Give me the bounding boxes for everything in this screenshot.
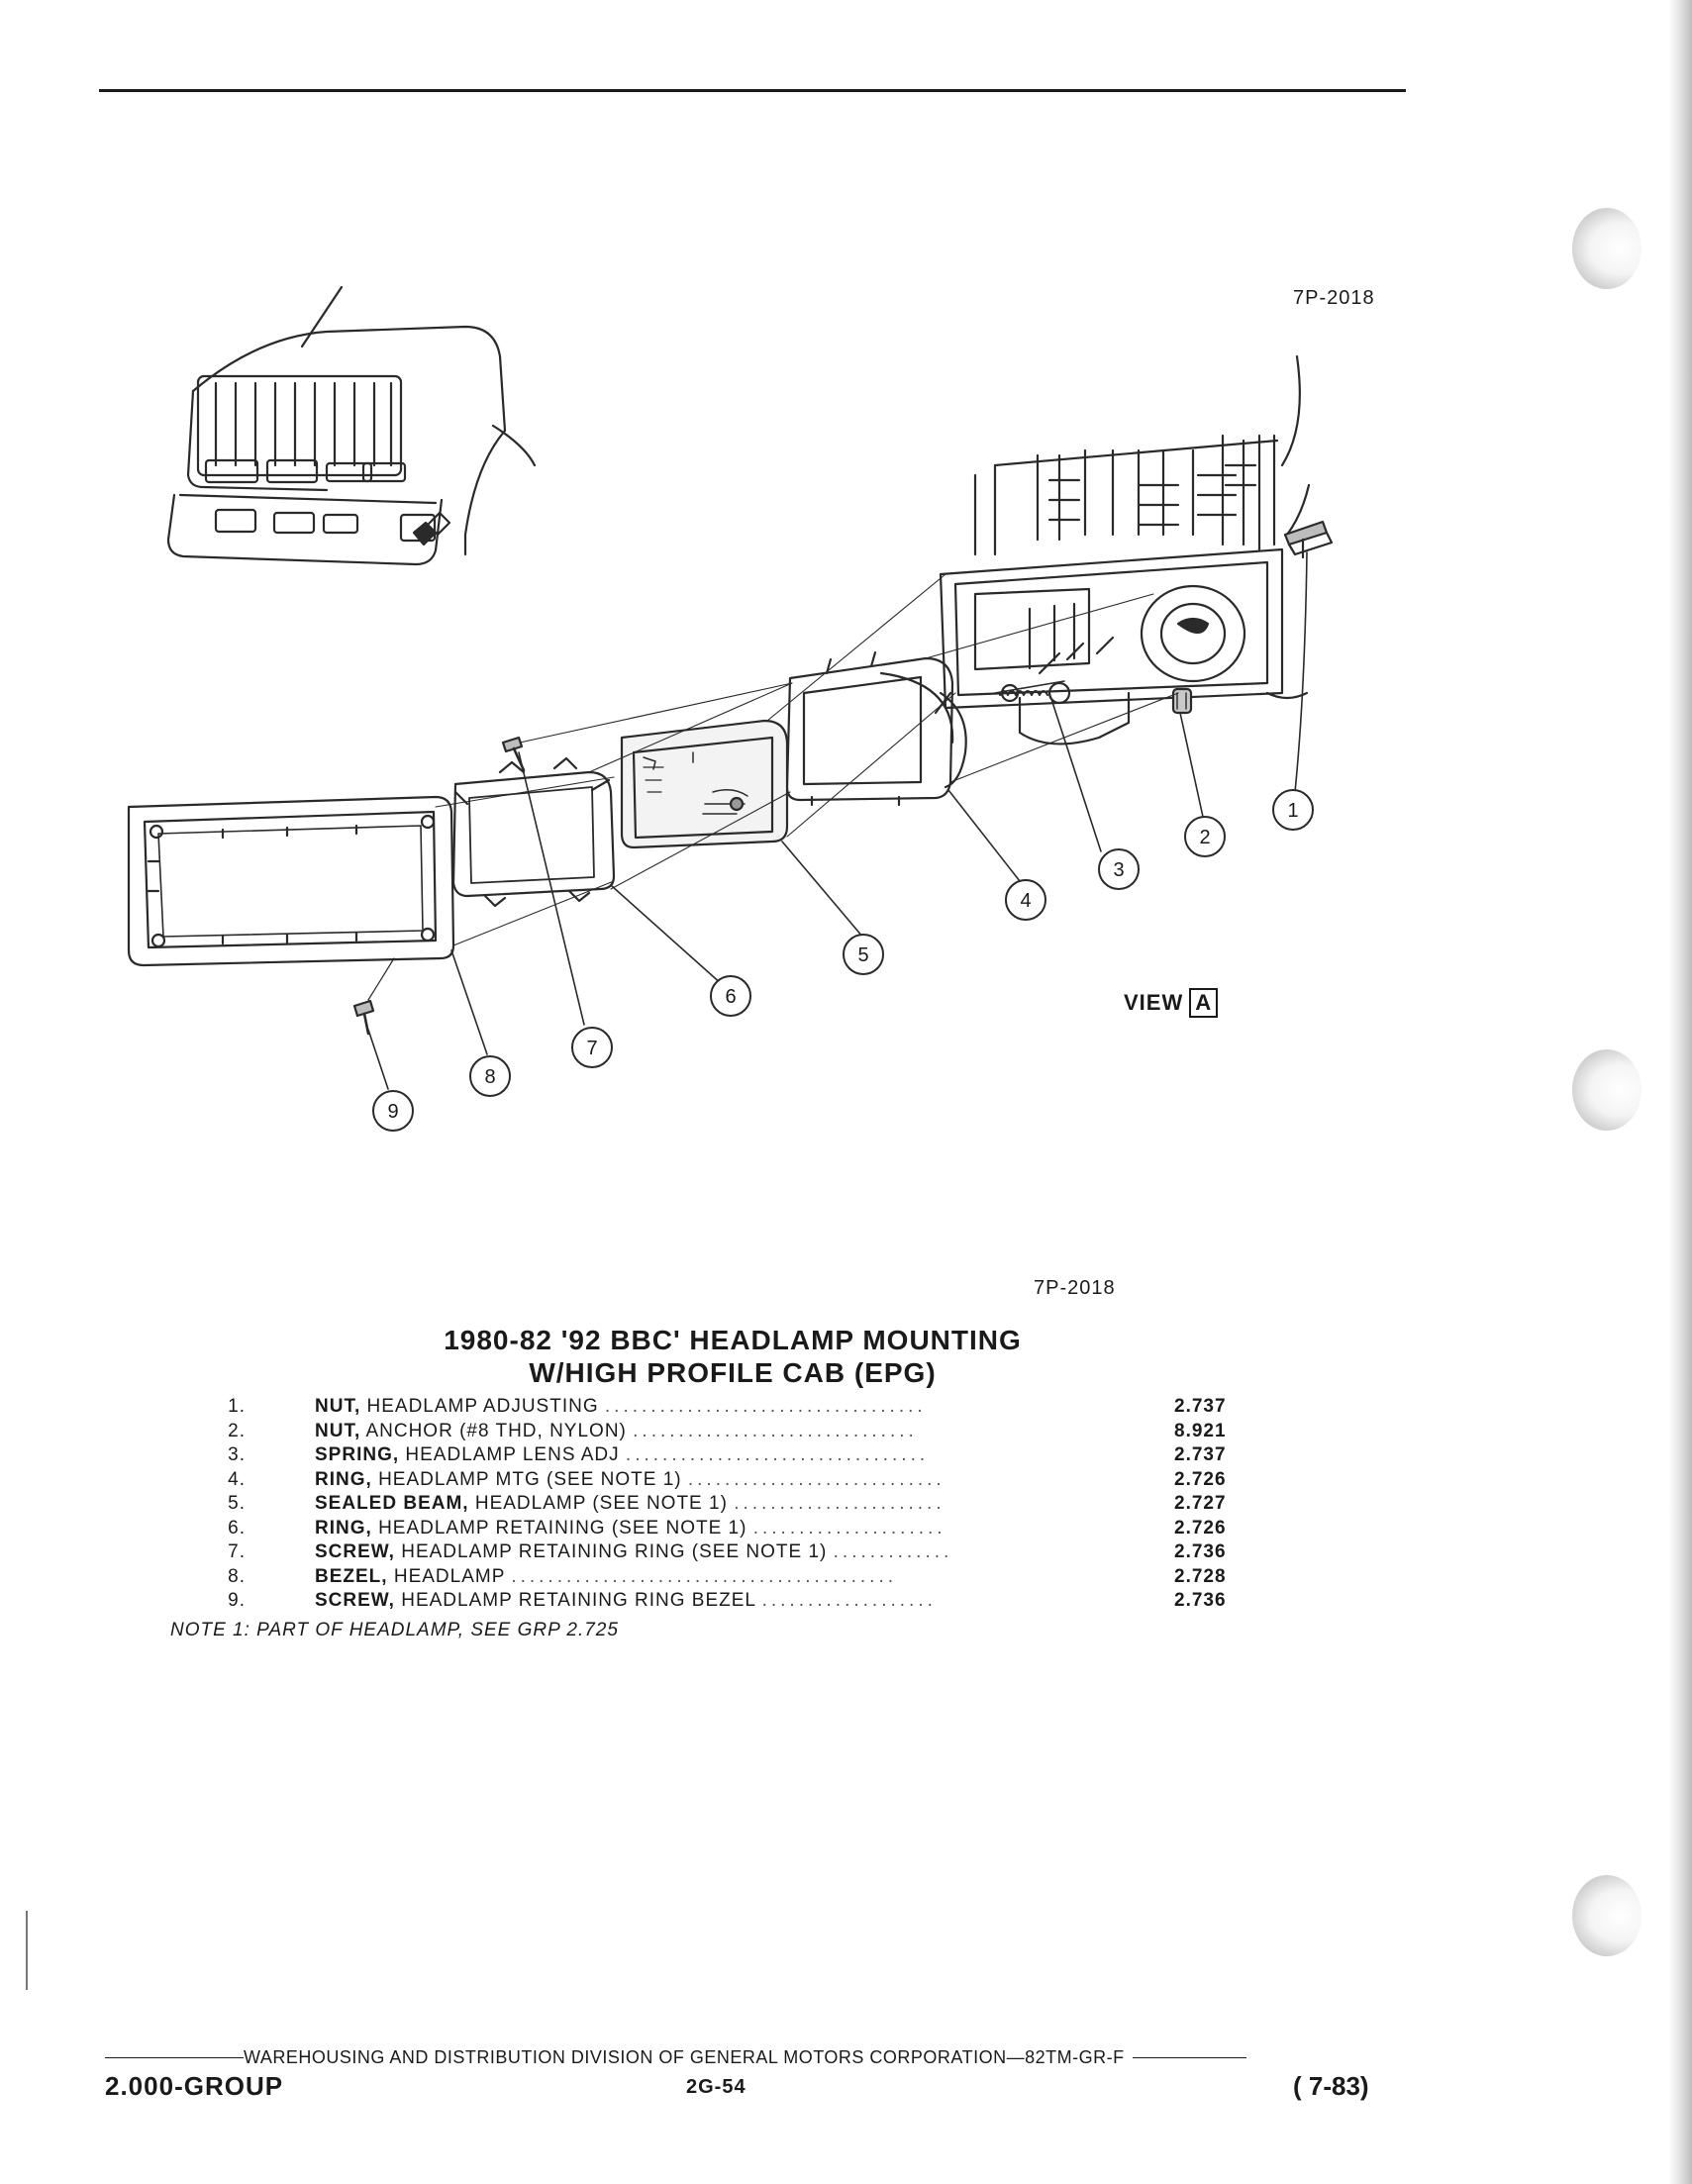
part-name: SCREW, (315, 1541, 395, 1562)
leader-dots: ............................ (687, 1468, 946, 1490)
figure-title-line-2: W/HIGH PROFILE CAB (EPG) (529, 1357, 937, 1388)
part-number: 6. (228, 1517, 246, 1539)
parts-list-row (168, 1493, 1247, 1518)
callout-number: 2 (1199, 827, 1211, 848)
part-detail: HEADLAMP RETAINING (SEE NOTE 1) (378, 1517, 747, 1539)
retaining-ring-part-6 (453, 758, 614, 906)
part-group-ref: 2.727 (1174, 1493, 1227, 1514)
leader-dots: ................... (761, 1590, 937, 1611)
sealed-beam-part-5 (622, 721, 787, 847)
truck-front-inset (168, 287, 535, 564)
footer-rule-right (1133, 2057, 1246, 2058)
footer-publisher-line (105, 2047, 1364, 2068)
footer-publisher-text: WAREHOUSING AND DISTRIBUTION DIVISION OF GENERAL MOTORS CORPORATION—82TM-GR-F (244, 2047, 1125, 2067)
parts-list-row (168, 1421, 1247, 1445)
binder-hole-bottom (1572, 1875, 1642, 1956)
part-group-ref: 2.736 (1174, 1590, 1227, 1611)
callout-number: 8 (484, 1066, 496, 1088)
part-group-ref: 8.921 (1174, 1420, 1227, 1441)
part-number: 2. (228, 1420, 246, 1441)
figure-title-line-1: 1980-82 '92 BBC' HEADLAMP MOUNTING (444, 1325, 1022, 1355)
parts-list-row (168, 1469, 1247, 1494)
grille-housing (936, 356, 1309, 744)
part-number: 8. (228, 1565, 246, 1587)
part-detail: HEADLAMP LENS ADJ (405, 1444, 620, 1465)
part-group-ref: 2.726 (1174, 1517, 1227, 1539)
callout-number: 4 (1020, 890, 1032, 912)
parts-list-row (168, 1518, 1247, 1542)
part-description (315, 1541, 1275, 1563)
part-number: 1. (228, 1396, 246, 1417)
part-detail: ANCHOR (#8 THD, NYLON) (365, 1420, 627, 1441)
callout-number: 7 (586, 1038, 598, 1059)
leader-dots: ..................... (752, 1517, 946, 1539)
part-group-ref: 2.737 (1174, 1396, 1227, 1417)
callout-number: 3 (1113, 859, 1125, 881)
footer-page-number: 2G-54 (686, 2076, 746, 2098)
part-group-ref: 2.726 (1174, 1468, 1227, 1490)
part-description (315, 1590, 1275, 1612)
bezel-part-8 (129, 797, 453, 965)
view-letter-box: A (1189, 988, 1218, 1018)
part-name: RING, (315, 1468, 372, 1490)
callout-number: 1 (1287, 800, 1299, 822)
part-description (315, 1444, 1275, 1466)
callout-numbers (387, 800, 1298, 1123)
part-number: 3. (228, 1444, 246, 1465)
part-name: SPRING, (315, 1444, 400, 1465)
callout-number: 9 (387, 1101, 399, 1123)
part-group-ref: 2.728 (1174, 1565, 1227, 1587)
part-name: SCREW, (315, 1590, 395, 1611)
part-name: RING, (315, 1517, 372, 1539)
view-label (1124, 988, 1218, 1018)
figure-id-bottom: 7P-2018 (1034, 1277, 1116, 1299)
part-detail: HEADLAMP ADJUSTING (366, 1396, 599, 1417)
parts-list-row (168, 1590, 1247, 1615)
part-detail: HEADLAMP RETAINING RING BEZEL (401, 1590, 756, 1611)
part-group-ref: 2.737 (1174, 1444, 1227, 1465)
figure-id-top: 7P-2018 (1293, 287, 1375, 309)
part-name: NUT, (315, 1420, 361, 1441)
alignment-lines (436, 574, 1178, 945)
parts-list (168, 1396, 1247, 1615)
part-number: 7. (228, 1541, 246, 1562)
footer-revision-date: ( 7-83) (1293, 2071, 1369, 2101)
leader-dots: ....................... (734, 1493, 946, 1514)
part-description (315, 1469, 1275, 1491)
footer-rule-left (105, 2057, 244, 2058)
part-description (315, 1421, 1275, 1442)
part-number: 4. (228, 1468, 246, 1490)
callout-number: 5 (857, 944, 869, 966)
part-description (315, 1518, 1275, 1539)
parts-list-row (168, 1444, 1247, 1469)
leader-dots: ................................... (604, 1396, 927, 1417)
part-detail: HEADLAMP RETAINING RING (SEE NOTE 1) (401, 1541, 828, 1562)
callout-circles (373, 790, 1313, 1131)
parts-list-row (168, 1541, 1247, 1566)
svg-text:A: A (427, 525, 437, 540)
footnote: NOTE 1: PART OF HEADLAMP, SEE GRP 2.725 (170, 1620, 619, 1640)
part-description (315, 1566, 1275, 1588)
mounting-ring-part-4 (787, 652, 966, 805)
part-name: SEALED BEAM, (315, 1493, 469, 1514)
part-description (315, 1396, 1275, 1418)
leader-dots: ............................... (633, 1420, 918, 1441)
view-label-text: VIEW (1124, 990, 1184, 1015)
margin-mark (26, 1911, 28, 1990)
spring-and-anchor-parts (995, 681, 1191, 713)
part-group-ref: 2.736 (1174, 1541, 1227, 1562)
part-name: BEZEL, (315, 1565, 388, 1587)
screw-part-9 (354, 958, 394, 1034)
callout-number: 6 (725, 986, 737, 1008)
part-detail: HEADLAMP MTG (SEE NOTE 1) (378, 1468, 682, 1490)
part-detail: HEADLAMP (393, 1565, 506, 1587)
footer-group: 2.000-GROUP (105, 2071, 284, 2101)
part-detail: HEADLAMP (SEE NOTE 1) (474, 1493, 728, 1514)
leader-dots: ................................. (625, 1444, 930, 1465)
part-name: NUT, (315, 1396, 361, 1417)
parts-list-row (168, 1396, 1247, 1421)
part-number: 5. (228, 1493, 246, 1514)
parts-list-row (168, 1566, 1247, 1591)
part-description (315, 1493, 1275, 1515)
part-number: 9. (228, 1590, 246, 1611)
leader-dots: .......................................... (511, 1565, 898, 1587)
leader-dots: ............. (833, 1541, 953, 1562)
